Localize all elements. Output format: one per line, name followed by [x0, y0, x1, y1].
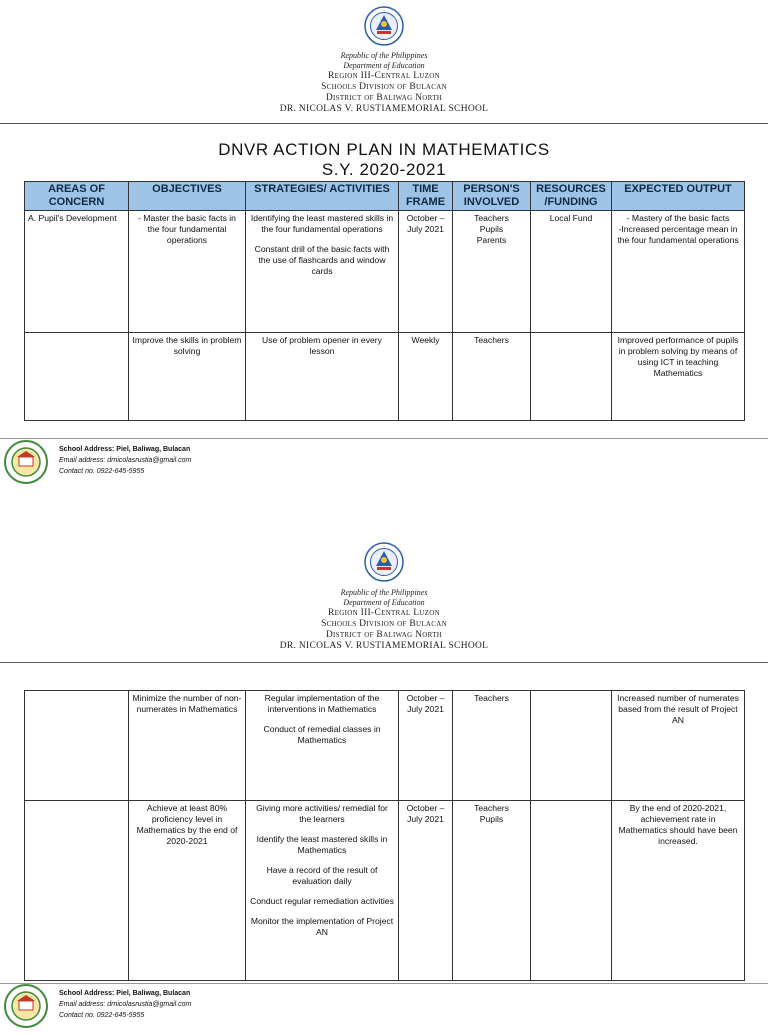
department-line: Department of Education [343, 598, 425, 607]
persons-cell [453, 801, 531, 981]
region-line: Region III-Central Luzon [328, 608, 440, 618]
output-item: By the end of 2020-2021, achievement rate in Mathematics should have been increased. [618, 803, 738, 846]
objective-cell: Improve the skills in problem solving [129, 333, 246, 421]
school-line: DR. NICOLAS V. RUSTIAMEMORIAL SCHOOL [279, 641, 489, 651]
district-line: District of Baliwag North [325, 630, 443, 640]
strategy-item: Regular implementation of the interventions in Mathematics [264, 693, 380, 714]
contact-number: Contact no. 0922-645-5955 [59, 468, 145, 475]
person-item: Pupils [479, 224, 504, 234]
district-line: District of Baliwag North [325, 93, 443, 103]
strategies-cell [246, 211, 399, 333]
persons-cell [453, 333, 531, 421]
header-rule [0, 662, 768, 663]
resources-cell: Local Fund [531, 211, 612, 333]
header-strategies: STRATEGIES/ ACTIVITIES [246, 182, 399, 211]
header-expected-output: EXPECTED OUTPUT [612, 182, 745, 211]
table-row [25, 211, 745, 333]
strategy-item: Constant drill of the basic facts with the use of flashcards and window cards [254, 244, 390, 276]
person-item: Teachers [474, 693, 509, 703]
output-cell [612, 691, 745, 801]
division-line: Schools Division of Bulacan [321, 82, 447, 92]
table-row [25, 333, 745, 421]
school-year: S.Y. 2020-2021 [321, 160, 447, 179]
school-seal-icon [4, 440, 48, 484]
objective-cell: Minimize the number of non-numerates in Mathematics [129, 691, 246, 801]
output-cell [612, 333, 745, 421]
objective-cell: - Master the basic facts in the four fundamental operations [129, 211, 246, 333]
republic-line: Republic of the Philippines [340, 588, 428, 597]
school-address: School Address: Piel, Baliwag, Bulacan [59, 446, 191, 453]
deped-seal-icon [364, 542, 404, 582]
objective-cell: Achieve at least 80% proficiency level in Mathematics by the end of 2020-2021 [129, 801, 246, 981]
output-cell [612, 211, 745, 333]
persons-cell [453, 211, 531, 333]
school-line: DR. NICOLAS V. RUSTIAMEMORIAL SCHOOL [279, 104, 489, 114]
contact-number: Contact no. 0922-645-5955 [59, 1012, 145, 1019]
area-cell [25, 691, 129, 801]
time-frame-cell: October – July 2021 [399, 211, 453, 333]
resources-cell [531, 333, 612, 421]
email-address: Email address: drnicolasrustia@gmail.com [59, 1001, 192, 1008]
strategy-item: Identifying the least mastered skills in the four fundamental operations [250, 213, 394, 234]
strategy-item: Conduct regular remediation activities [250, 896, 394, 906]
time-frame-cell: Weekly [399, 333, 453, 421]
strategy-item: Monitor the implementation of Project AN [250, 916, 394, 937]
output-item: - Mastery of the basic facts [626, 213, 730, 223]
school-seal-icon [4, 984, 48, 1028]
action-plan-table-continued [24, 690, 745, 981]
strategy-item: Giving more activities/ remedial for the learners [256, 803, 388, 824]
area-cell: A. Pupil's Development [25, 211, 129, 333]
area-cell [25, 333, 129, 421]
footer-text [59, 988, 191, 1021]
output-item: Increased number of numerates based from the result of Project AN [617, 693, 739, 725]
header-objectives: OBJECTIVES [129, 182, 246, 211]
resources-cell [531, 691, 612, 801]
header-persons-involved: PERSON'S INVOLVED [453, 182, 531, 211]
persons-cell [453, 691, 531, 801]
person-item: Pupils [479, 814, 504, 824]
header-areas-of-concern: AREAS OF CONCERN [25, 182, 129, 211]
footer-rule [0, 438, 768, 439]
footer [0, 984, 768, 1034]
table-row [25, 801, 745, 981]
deped-seal-icon [364, 6, 404, 46]
footer [0, 440, 768, 490]
output-cell [612, 801, 745, 981]
strategies-cell [246, 691, 399, 801]
resources-cell [531, 801, 612, 981]
letterhead [0, 51, 768, 115]
header-rule [0, 123, 768, 124]
page-1 [0, 0, 768, 512]
strategy-item: Identify the least mastered skills in Mathematics [256, 834, 388, 855]
strategies-cell [246, 801, 399, 981]
strategy-item: Have a record of the result of evaluation daily [266, 865, 378, 886]
person-item: Teachers [474, 803, 509, 813]
department-line: Department of Education [343, 61, 425, 70]
school-address: School Address: Piel, Baliwag, Bulacan [59, 990, 191, 997]
person-item: Teachers [474, 213, 509, 223]
division-line: Schools Division of Bulacan [321, 619, 447, 629]
strategies-cell [246, 333, 399, 421]
footer-text [59, 444, 191, 477]
header-time-frame: TIME FRAME [399, 182, 453, 211]
document-title: DNVR ACTION PLAN IN MATHEMATICS [218, 140, 550, 159]
area-cell [25, 801, 129, 981]
table-header-row [25, 182, 745, 211]
action-plan-table [24, 181, 745, 421]
letterhead [0, 588, 768, 652]
table-row [25, 691, 745, 801]
republic-line: Republic of the Philippines [340, 51, 428, 60]
time-frame-cell: October – July 2021 [399, 691, 453, 801]
header-resources: RESOURCES /FUNDING [531, 182, 612, 211]
output-item: Improved performance of pupils in problem solving by means of using ICT in teaching Mathematics [617, 335, 739, 378]
page-2 [0, 520, 768, 1024]
person-item: Teachers [474, 335, 509, 345]
strategy-item: Conduct of remedial classes in Mathematics [263, 724, 381, 745]
time-frame-cell: October – July 2021 [399, 801, 453, 981]
person-item: Parents [476, 235, 507, 245]
strategy-item: Use of problem opener in every lesson [262, 335, 382, 356]
region-line: Region III-Central Luzon [328, 71, 440, 81]
output-item: -Increased percentage mean in the four fundamental operations [617, 224, 739, 245]
email-address: Email address: drnicolasrustia@gmail.com [59, 457, 192, 464]
